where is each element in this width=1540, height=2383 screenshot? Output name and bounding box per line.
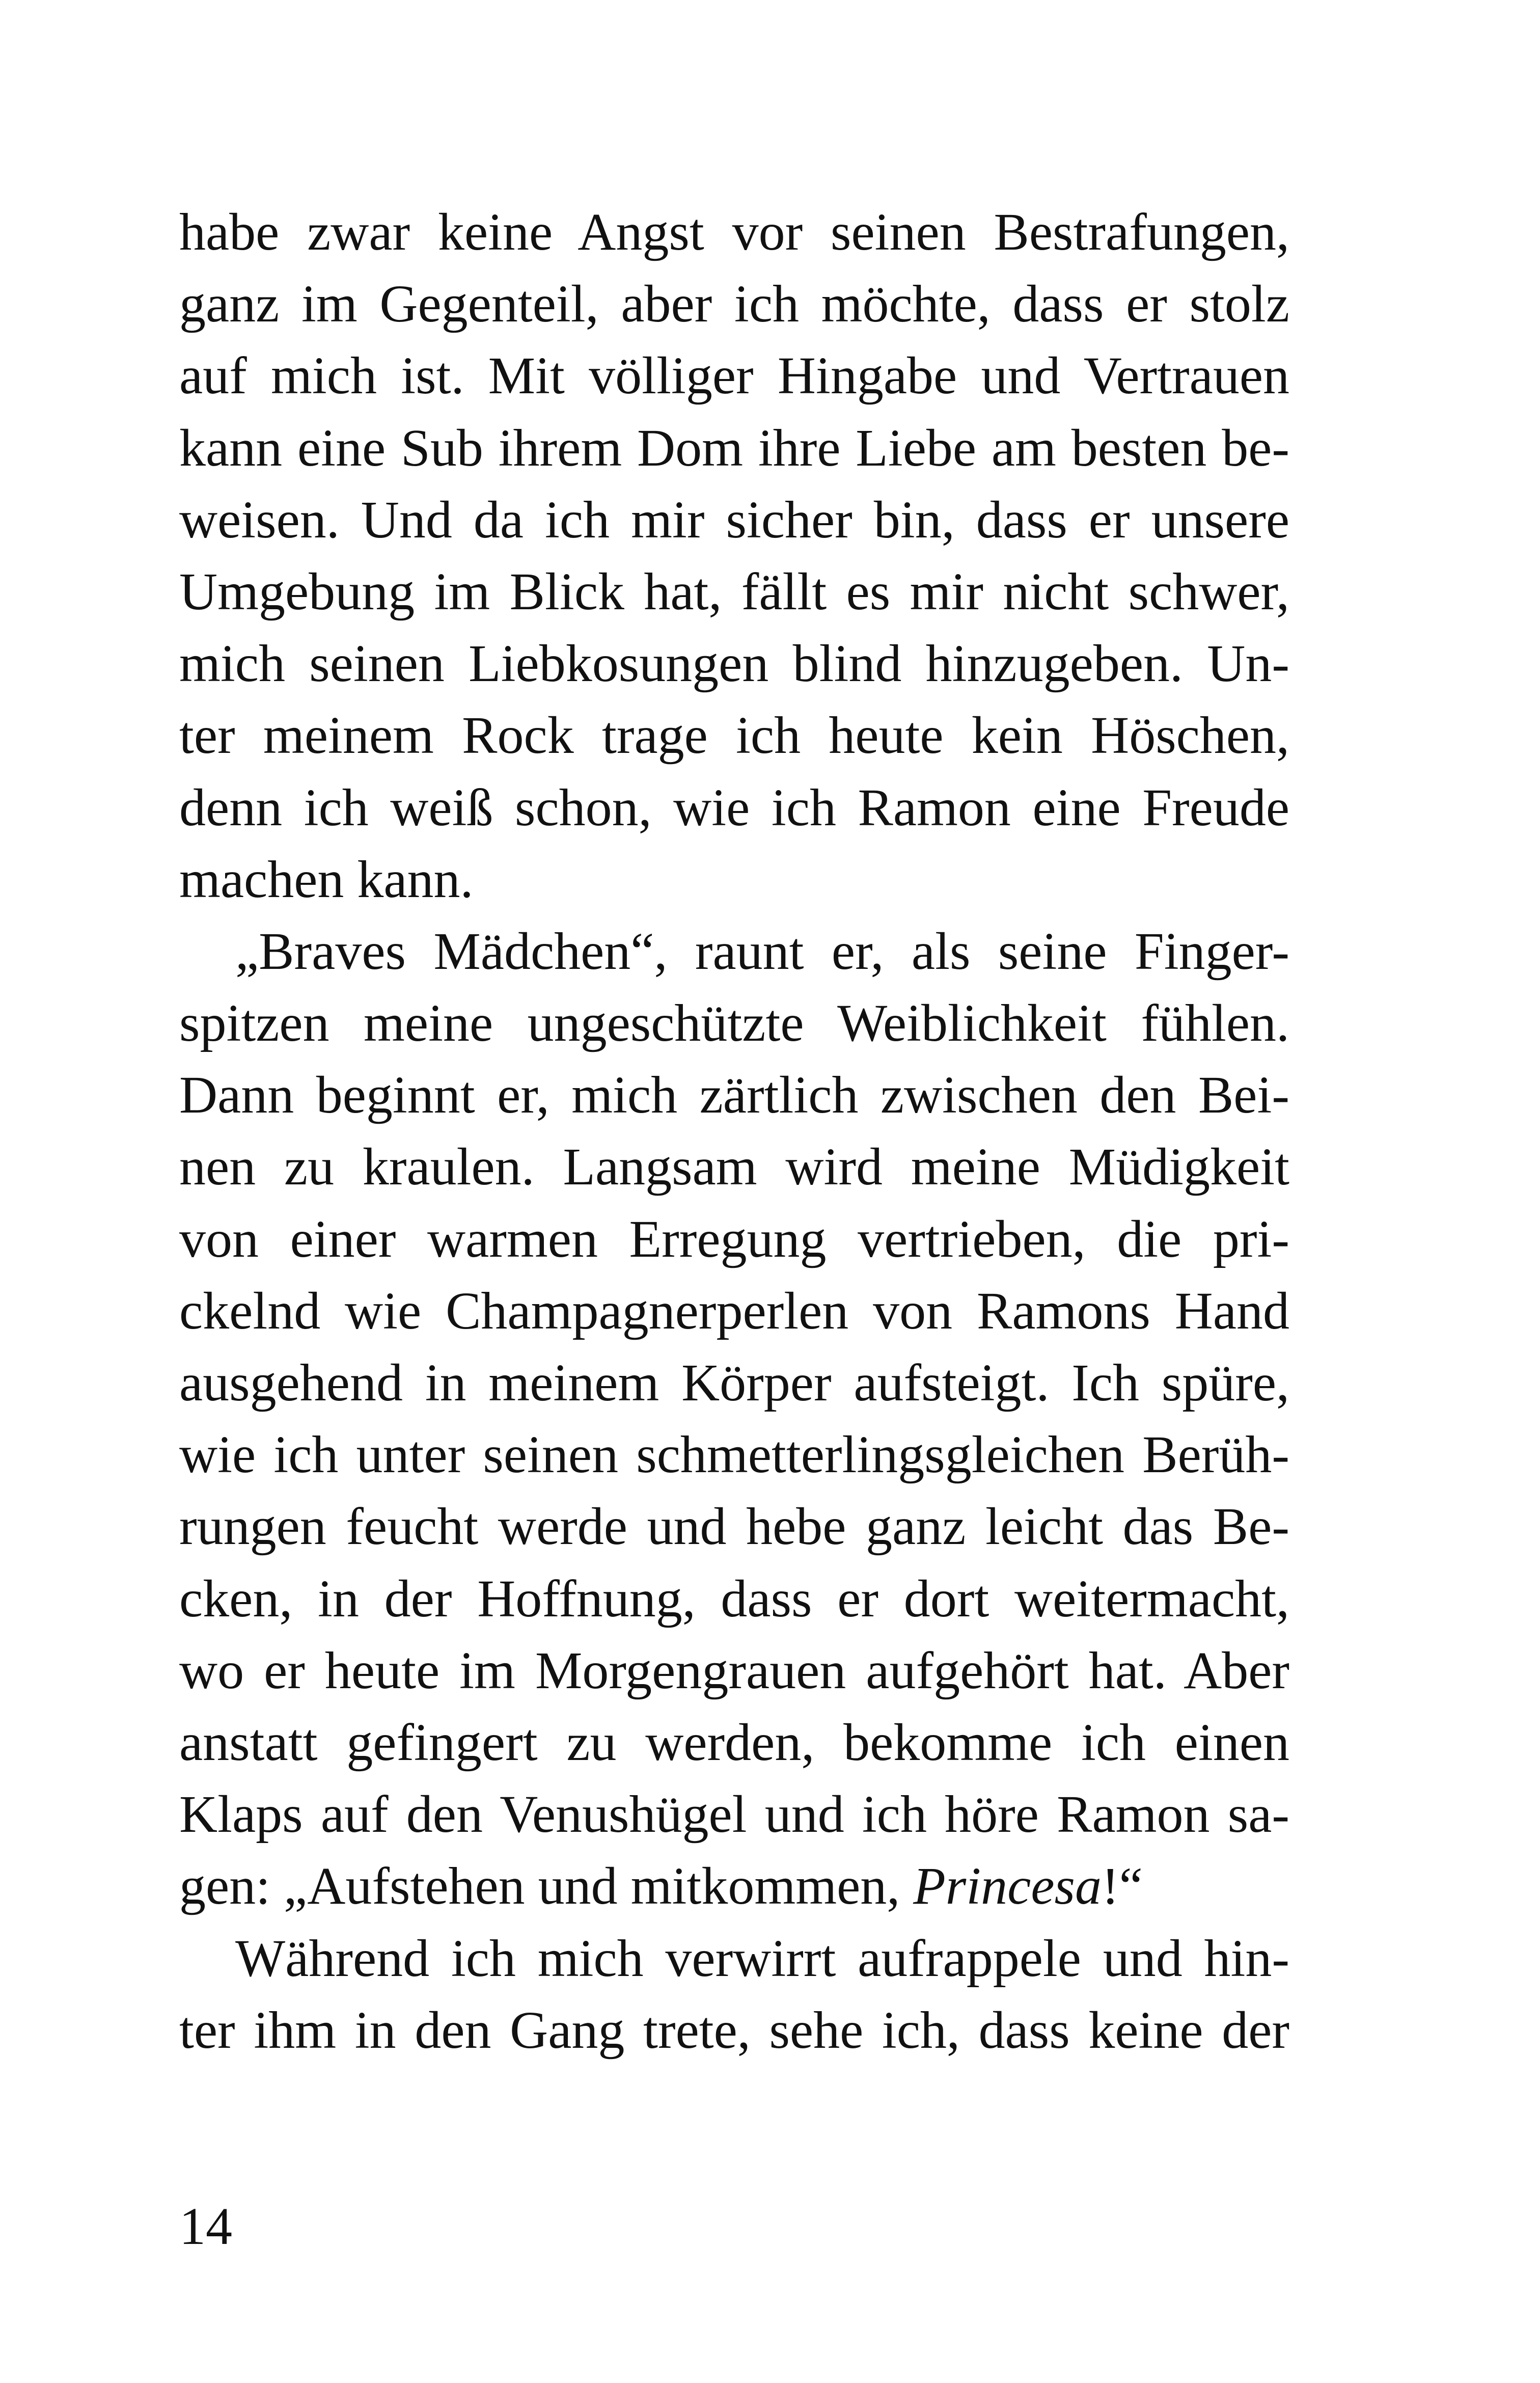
text-line: auf mich ist. Mit völliger Hingabe und Vertrauen — [179, 346, 1289, 405]
body-text — [179, 196, 1289, 2066]
text-line: ter meinem Rock trage ich heute kein Höschen, — [179, 706, 1289, 765]
text-line: cken, in der Hoffnung, dass er dort weitermacht, — [179, 1569, 1289, 1628]
text-line: denn ich weiß schon, wie ich Ramon eine Freude — [179, 778, 1289, 837]
text-line — [179, 1850, 1289, 1922]
text-fragment: !“ — [1101, 1857, 1143, 1916]
text-line: Während ich mich verwirrt aufrappele und hin- — [235, 1929, 1289, 1988]
text-line: ausgehend in meinem Körper aufsteigt. Ich spüre, — [179, 1353, 1289, 1412]
text-line: nen zu kraulen. Langsam wird meine Müdigkeit — [179, 1138, 1289, 1197]
text-line: habe zwar keine Angst vor seinen Bestrafungen, — [179, 203, 1289, 261]
text-line: anstatt gefingert zu werden, bekomme ich einen — [179, 1713, 1289, 1772]
text-line: Dann beginnt er, mich zärtlich zwischen den Bei- — [179, 1066, 1289, 1125]
text-line: ter ihm in den Gang trete, sehe ich, dass keine der — [179, 2000, 1289, 2060]
text-line: machen kann. — [179, 850, 474, 909]
text-line: Klaps auf den Venushügel und ich höre Ramon sa- — [179, 1785, 1289, 1844]
text-line: weisen. Und da ich mir sicher bin, dass er unsere — [179, 490, 1289, 549]
text-fragment: gen: „Aufstehen und mitkommen, — [179, 1857, 914, 1916]
text-line: mich seinen Liebkosungen blind hinzugeben. Un- — [179, 634, 1289, 693]
text-line: wo er heute im Morgengrauen aufgehört hat. Aber — [179, 1641, 1289, 1700]
page-number: 14 — [179, 2197, 232, 2256]
text-line: „Braves Mädchen“, raunt er, als seine Finger- — [235, 922, 1289, 981]
italic-word: Princesa — [913, 1857, 1102, 1916]
text-line: wie ich unter seinen schmetterlingsgleichen Berüh- — [179, 1425, 1289, 1484]
text-line: ckelnd wie Champagnerperlen von Ramons Hand — [179, 1281, 1289, 1340]
text-line: ganz im Gegenteil, aber ich möchte, dass er stolz — [179, 275, 1289, 334]
text-line: von einer warmen Erregung vertrieben, die pri- — [179, 1209, 1289, 1268]
text-line: Umgebung im Blick hat, fällt es mir nicht schwer, — [179, 562, 1289, 621]
text-line: kann eine Sub ihrem Dom ihre Liebe am besten be- — [179, 418, 1289, 477]
text-line: spitzen meine ungeschützte Weiblichkeit fühlen. — [179, 994, 1289, 1053]
text-line: rungen feucht werde und hebe ganz leicht das Be- — [179, 1497, 1289, 1556]
